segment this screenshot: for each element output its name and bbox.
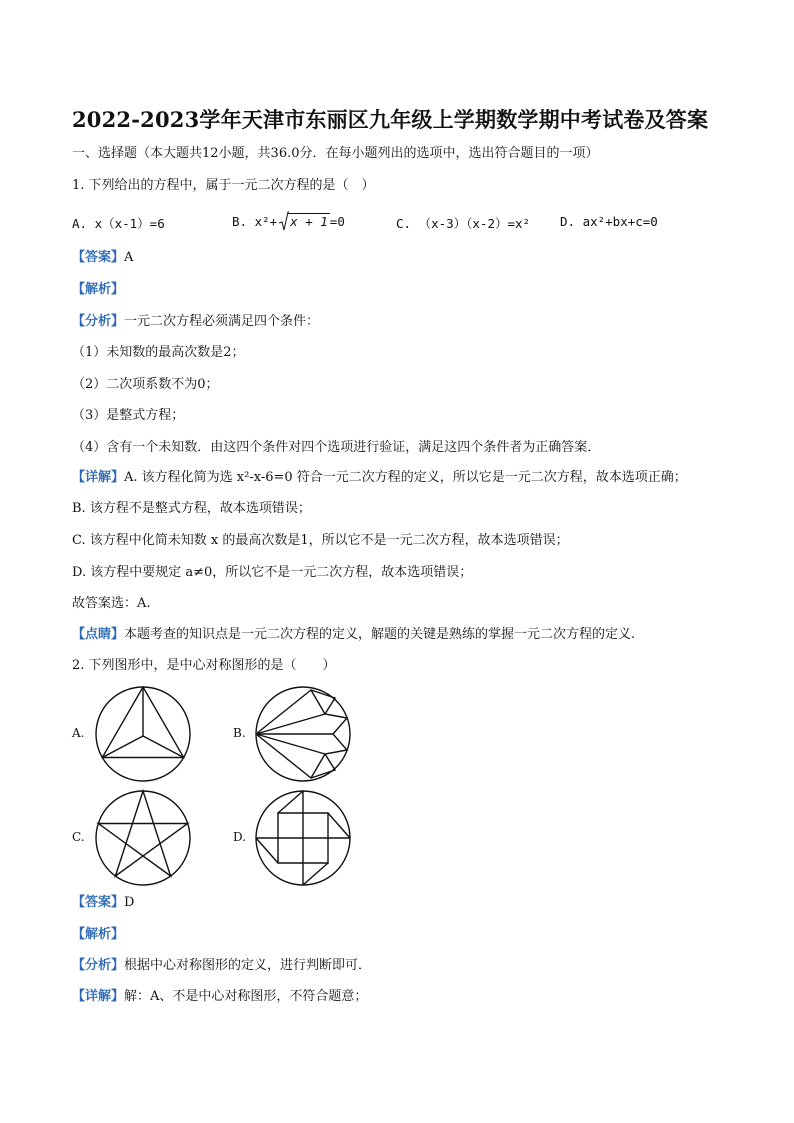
answer-value: D [124, 895, 135, 910]
fenxi-tag: 【分析】 [72, 958, 125, 973]
figure-a [93, 684, 193, 784]
q1-option-b-suffix: =0 [329, 214, 345, 229]
q1-option-b-radicand: x + 1 [290, 214, 328, 229]
fig-label-a: A. [72, 726, 85, 740]
q1-cond-3: （3）是整式方程； [72, 408, 185, 423]
fenxi-tag: 【分析】 [72, 314, 125, 329]
q1-cond-1: （1）未知数的最高次数是2； [72, 345, 245, 360]
xiangjie-tag: 【详解】 [72, 989, 125, 1004]
fenxi-text: 一元二次方程必须满足四个条件： [124, 314, 320, 329]
q2-xiangjie [72, 989, 367, 1005]
figure-c [93, 788, 193, 888]
q1-option-b [232, 214, 345, 229]
fig-label-d: D. [233, 830, 247, 844]
q1-option-c: C. （x-3）（x-2）=x² [396, 216, 531, 231]
fig-label-c: C. [72, 830, 85, 844]
sqrt-symbol [279, 214, 330, 229]
q1-xiangjie [72, 470, 687, 486]
q1-cond-4: （4）含有一个未知数．由这四个条件对四个选项进行验证，满足这四个条件者为正确答案． [72, 440, 601, 455]
answer-value: A [124, 250, 134, 265]
xiangjie-tag: 【详解】 [72, 470, 125, 485]
q1-jiexi [72, 282, 124, 298]
q1-line-b: B. 该方程不是整式方程，故本选项错误； [72, 501, 311, 516]
xiangjie-text: 解：A、不是中心对称图形，不符合题意； [124, 989, 368, 1004]
fig-label-b: B. [233, 726, 246, 740]
xiangjie-text: A. 该方程化简为选 x²-x-6=0 符合一元二次方程的定义，所以它是一元二次方程，故本选项正确； [124, 470, 687, 485]
answer-tag: 【答案】 [72, 250, 125, 265]
jiexi-tag: 【解析】 [72, 282, 125, 297]
q2-stem: 2. 下列图形中，是中心对称图形的是（ ） [72, 658, 336, 673]
dianjing-text: 本题考查的知识点是一元二次方程的定义，解题的关键是熟练的掌握一元二次方程的定义. [124, 627, 636, 642]
q1-line-c: C. 该方程中化简未知数 x 的最高次数是1，所以它不是一元二次方程，故本选项错误； [72, 533, 569, 548]
q1-option-d: D. ax²+bx+c=0 [560, 214, 658, 229]
q1-fenxi [72, 314, 319, 330]
q1-option-b-prefix: B. x²+ [232, 214, 278, 229]
q1-stem: 1. 下列给出的方程中，属于一元二次方程的是（ ） [72, 178, 375, 193]
q2-jiexi [72, 927, 124, 943]
q1-answer [72, 250, 133, 266]
page-title: 2022-2023学年天津市东丽区九年级上学期数学期中考试卷及答案 [72, 107, 709, 132]
fenxi-text: 根据中心对称图形的定义，进行判断即可． [124, 958, 372, 973]
q1-conclusion: 故答案选：A. [72, 596, 151, 611]
figure-d [253, 788, 353, 888]
jiexi-tag: 【解析】 [72, 927, 125, 942]
q2-answer [72, 895, 134, 911]
q1-cond-2: （2）二次项系数不为0； [72, 377, 219, 392]
q1-option-a: A. x（x-1）=6 [72, 216, 165, 231]
q1-line-d: D. 该方程中要规定 a≠0，所以它不是一元二次方程，故本选项错误； [72, 565, 473, 580]
answer-tag: 【答案】 [72, 895, 125, 910]
section-heading: 一、选择题（本大题共12小题，共36.0分．在每小题列出的选项中，选出符合题目的一项） [72, 146, 599, 161]
dianjing-tag: 【点睛】 [72, 627, 125, 642]
figure-b [253, 684, 353, 784]
q1-dianjing [72, 627, 635, 643]
q2-fenxi [72, 958, 371, 974]
